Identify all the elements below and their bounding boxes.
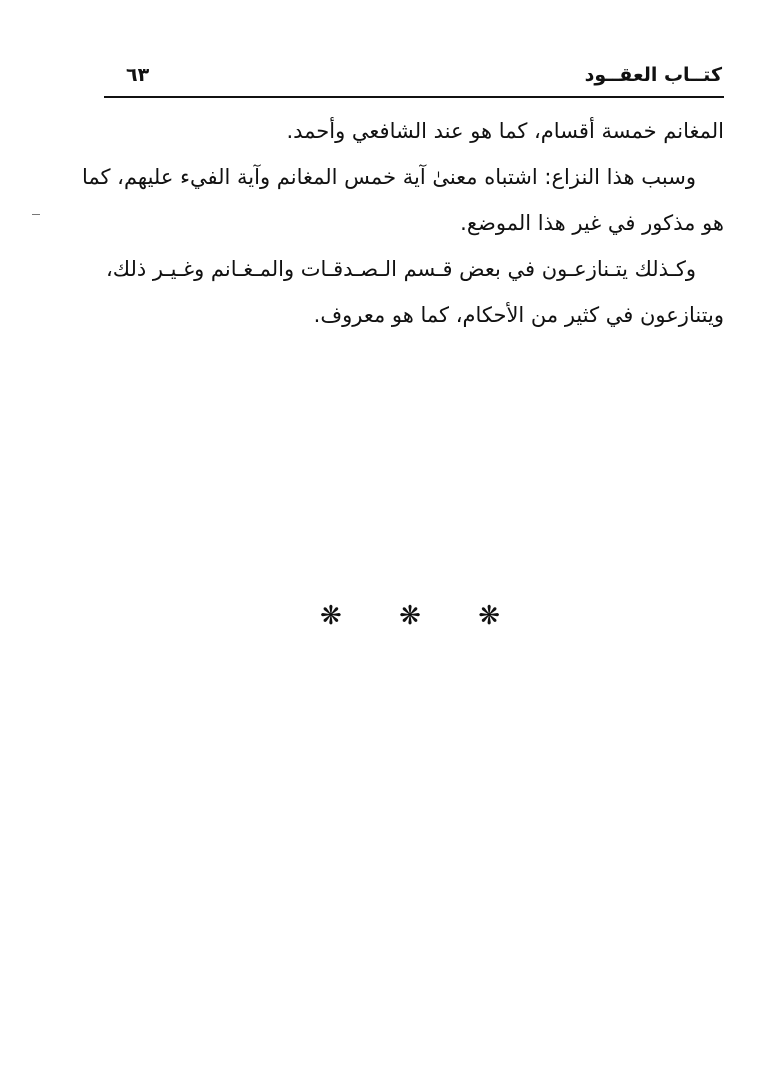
text-line: وسبب هذا النزاع: اشتباه معنىٰ آية خمس المغانم وآية الفيء عليهم، كما	[81, 165, 696, 189]
asterism-star-icon: ❋	[399, 601, 421, 631]
section-separator	[320, 596, 500, 636]
body-text	[81, 108, 724, 338]
running-header	[104, 62, 724, 98]
asterism-star-icon: ❋	[320, 601, 342, 631]
paragraph-1	[104, 108, 724, 154]
paragraph-2	[81, 154, 724, 246]
text-line: وكـذلك يتـنازعـون في بعض قـسم الـصـدقـات والمـغـانم وغـيـر ذلك،	[106, 257, 696, 281]
text-line: هو مذكور في غير هذا الموضع.	[460, 211, 724, 235]
text-line: ويتنازعون في كثير من الأحكام، كما هو معروف.	[313, 303, 724, 327]
margin-mark	[32, 214, 40, 215]
paragraph-3	[104, 246, 724, 338]
text-line: المغانم خمسة أقسام، كما هو عند الشافعي وأحمد.	[286, 119, 724, 143]
page-number: ٦٣	[126, 64, 150, 86]
book-title: كتــاب العقــود	[584, 64, 722, 86]
asterism-star-icon: ❋	[478, 601, 500, 631]
